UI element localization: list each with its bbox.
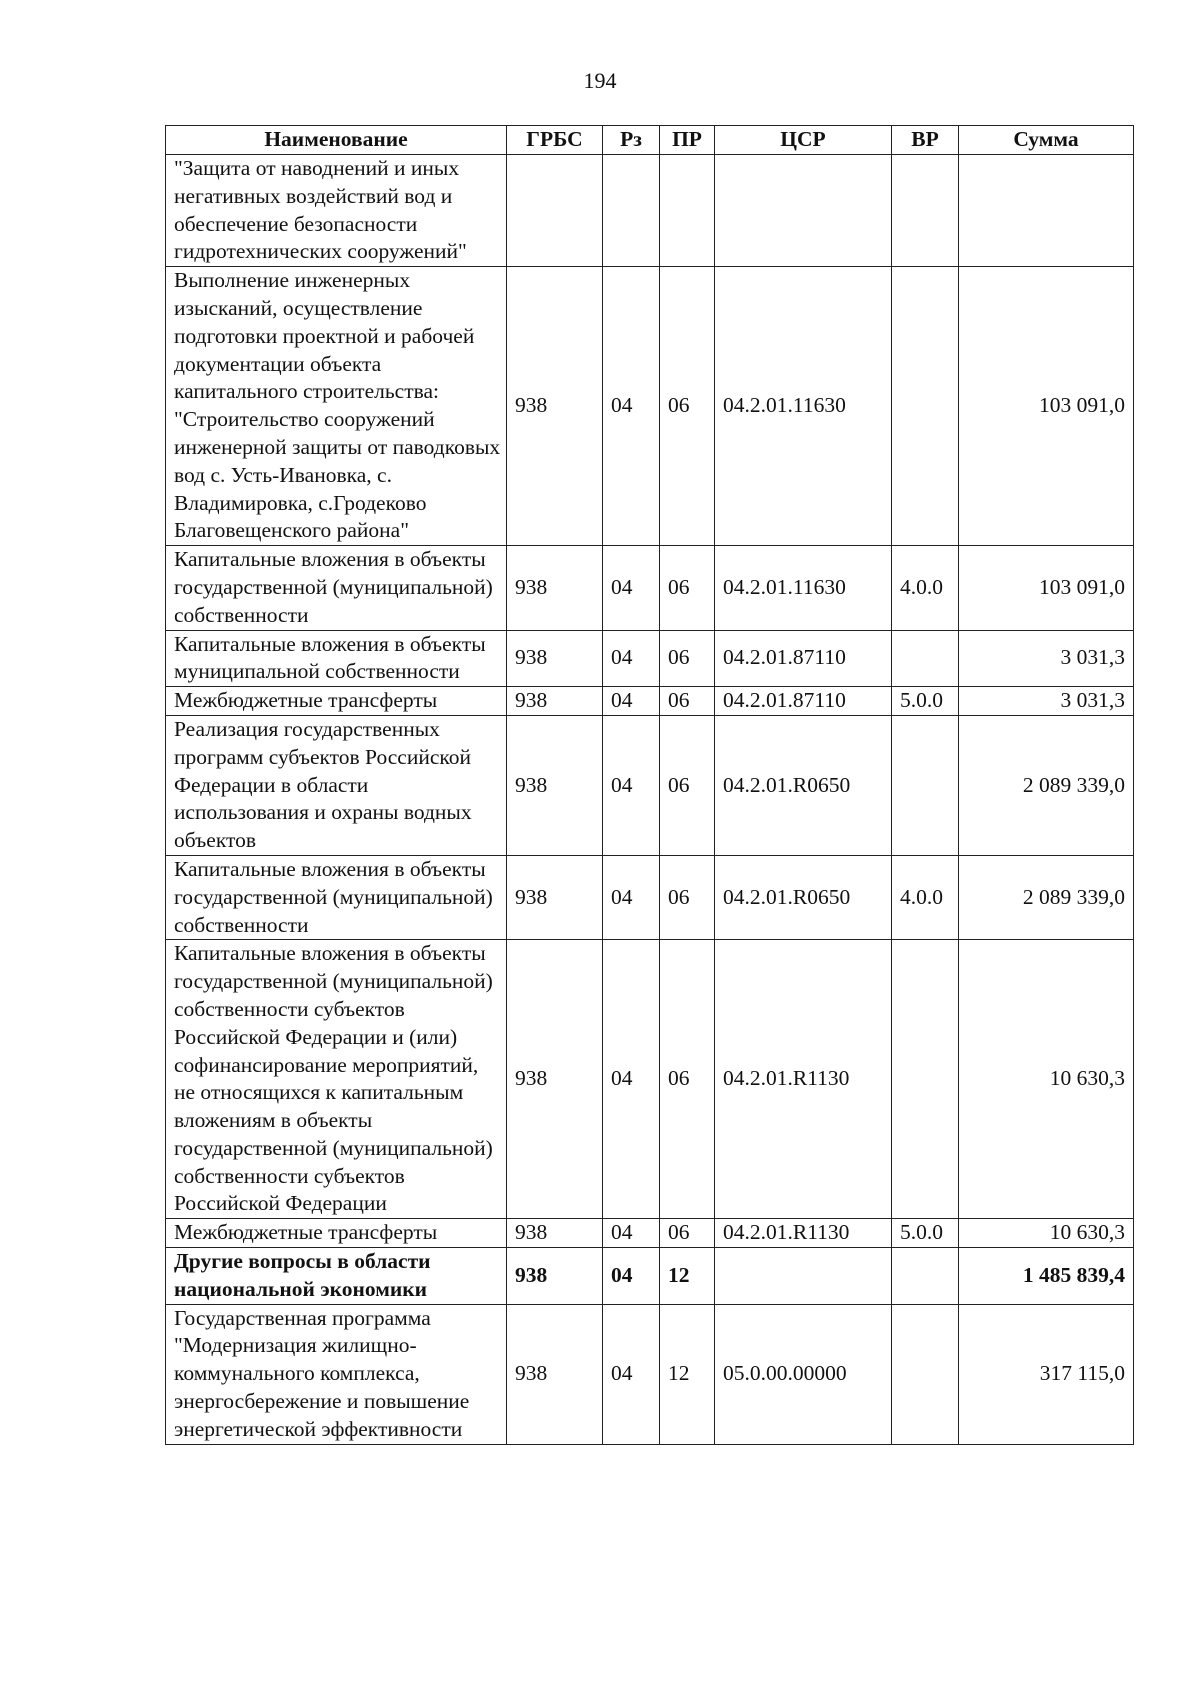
cell-csr: 04.2.01.R0650 [715, 715, 892, 855]
table-row [166, 855, 1134, 939]
header-vr: ВР [892, 126, 959, 155]
budget-table [165, 125, 1134, 1445]
cell-pr: 06 [660, 1219, 715, 1248]
cell-vr [892, 1304, 959, 1444]
cell-pr: 06 [660, 546, 715, 630]
cell-rz: 04 [603, 267, 660, 546]
cell-name: "Защита от наводнений и иных негативных воздействий вод и обеспечение безопасности гидротехнических сооружений" [166, 155, 507, 267]
cell-vr [892, 715, 959, 855]
cell-grbs: 938 [507, 855, 603, 939]
cell-pr: 12 [660, 1304, 715, 1444]
table-row-section-total [166, 1248, 1134, 1305]
cell-csr: 05.0.00.00000 [715, 1304, 892, 1444]
cell-sum: 10 630,3 [959, 1219, 1134, 1248]
cell-name: Выполнение инженерных изысканий, осуществление подготовки проектной и рабочей документации объекта капитального строительства: "Строительство сооружений инженерной защиты от паводковых вод с. Усть-Ивановка, с. Владимировка, с.Гродеково Благовещенского района" [166, 267, 507, 546]
cell-csr: 04.2.01.87110 [715, 630, 892, 687]
cell-pr: 06 [660, 630, 715, 687]
cell-rz: 04 [603, 1248, 660, 1305]
cell-grbs: 938 [507, 267, 603, 546]
cell-vr: 5.0.0 [892, 687, 959, 716]
cell-pr: 06 [660, 715, 715, 855]
cell-vr: 4.0.0 [892, 855, 959, 939]
table-row [166, 630, 1134, 687]
cell-csr: 04.2.01.R1130 [715, 1219, 892, 1248]
cell-vr [892, 267, 959, 546]
cell-grbs: 938 [507, 630, 603, 687]
cell-sum: 2 089 339,0 [959, 715, 1134, 855]
cell-csr [715, 1248, 892, 1305]
cell-sum: 317 115,0 [959, 1304, 1134, 1444]
cell-vr [892, 630, 959, 687]
cell-pr: 06 [660, 687, 715, 716]
cell-csr: 04.2.01.11630 [715, 267, 892, 546]
cell-name: Межбюджетные трансферты [166, 1219, 507, 1248]
cell-name: Капитальные вложения в объекты государственной (муниципальной) собственности [166, 546, 507, 630]
header-rz: Рз [603, 126, 660, 155]
cell-grbs: 938 [507, 1219, 603, 1248]
cell-name: Другие вопросы в области национальной экономики [166, 1248, 507, 1305]
table-row [166, 715, 1134, 855]
cell-sum [959, 155, 1134, 267]
cell-rz: 04 [603, 855, 660, 939]
page-number: 194 [583, 68, 617, 93]
cell-grbs: 938 [507, 1248, 603, 1305]
cell-rz: 04 [603, 940, 660, 1219]
cell-sum: 2 089 339,0 [959, 855, 1134, 939]
cell-csr [715, 155, 892, 267]
header-grbs: ГРБС [507, 126, 603, 155]
cell-pr [660, 155, 715, 267]
header-pr: ПР [660, 126, 715, 155]
cell-name: Реализация государственных программ субъектов Российской Федерации в области использования и охраны водных объектов [166, 715, 507, 855]
cell-name: Межбюджетные трансферты [166, 687, 507, 716]
cell-name: Капитальные вложения в объекты муниципальной собственности [166, 630, 507, 687]
cell-grbs: 938 [507, 1304, 603, 1444]
cell-grbs: 938 [507, 687, 603, 716]
cell-vr: 4.0.0 [892, 546, 959, 630]
cell-pr: 06 [660, 940, 715, 1219]
cell-rz: 04 [603, 546, 660, 630]
table-row [166, 546, 1134, 630]
cell-rz: 04 [603, 715, 660, 855]
cell-csr: 04.2.01.R0650 [715, 855, 892, 939]
header-name: Наименование [166, 126, 507, 155]
cell-name: Капитальные вложения в объекты государственной (муниципальной) собственности [166, 855, 507, 939]
cell-sum: 103 091,0 [959, 267, 1134, 546]
table-row [166, 267, 1134, 546]
cell-rz [603, 155, 660, 267]
table-header-row [166, 126, 1134, 155]
cell-name: Государственная программа "Модернизация жилищно-коммунального комплекса, энергосбережение и повышение энергетической эффективности [166, 1304, 507, 1444]
table-row [166, 687, 1134, 716]
cell-grbs: 938 [507, 715, 603, 855]
header-sum: Сумма [959, 126, 1134, 155]
cell-vr [892, 1248, 959, 1305]
cell-vr: 5.0.0 [892, 1219, 959, 1248]
cell-rz: 04 [603, 630, 660, 687]
cell-sum: 3 031,3 [959, 630, 1134, 687]
cell-sum: 103 091,0 [959, 546, 1134, 630]
cell-vr [892, 940, 959, 1219]
cell-rz: 04 [603, 1304, 660, 1444]
table-row [166, 1304, 1134, 1444]
header-csr: ЦСР [715, 126, 892, 155]
table-row [166, 1219, 1134, 1248]
cell-sum: 3 031,3 [959, 687, 1134, 716]
cell-pr: 12 [660, 1248, 715, 1305]
cell-sum: 1 485 839,4 [959, 1248, 1134, 1305]
cell-rz: 04 [603, 1219, 660, 1248]
cell-pr: 06 [660, 267, 715, 546]
cell-grbs: 938 [507, 546, 603, 630]
cell-rz: 04 [603, 687, 660, 716]
cell-pr: 06 [660, 855, 715, 939]
cell-sum: 10 630,3 [959, 940, 1134, 1219]
cell-csr: 04.2.01.87110 [715, 687, 892, 716]
cell-csr: 04.2.01.R1130 [715, 940, 892, 1219]
cell-name: Капитальные вложения в объекты государственной (муниципальной) собственности субъектов Российской Федерации и (или) софинансирование мероприятий, не относящихся к капитальным вложениям в объекты государственной (муниципальной) собственности субъектов Российской Федерации [166, 940, 507, 1219]
cell-vr [892, 155, 959, 267]
cell-grbs [507, 155, 603, 267]
table-row [166, 940, 1134, 1219]
cell-csr: 04.2.01.11630 [715, 546, 892, 630]
table-row [166, 155, 1134, 267]
cell-grbs: 938 [507, 940, 603, 1219]
